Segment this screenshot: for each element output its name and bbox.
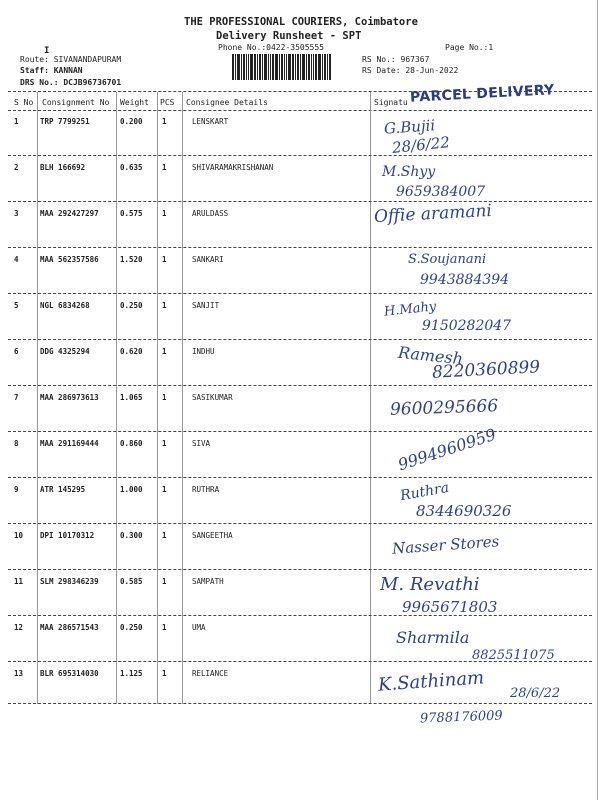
cell-sno: 5 (14, 301, 19, 310)
signature-handwriting: Sharmila (396, 628, 470, 647)
cell-weight: 0.300 (120, 531, 143, 540)
signature-handwriting: M. Revathi (380, 574, 480, 595)
page-title: THE PROFESSIONAL COURIERS, Coimbatore (184, 16, 418, 28)
cell-consignment: TRP 7799251 (40, 117, 90, 126)
cell-consignee: SAMPATH (192, 577, 224, 586)
rs-date: RS Date: 28-Jun-2022 (362, 66, 459, 75)
cell-weight: 0.575 (120, 209, 143, 218)
row-divider (8, 569, 592, 570)
col-signature: Signatu (374, 98, 408, 107)
cell-pcs: 1 (162, 623, 167, 632)
cell-consignee: INDHU (192, 347, 215, 356)
signature-handwriting: Ruthra (398, 479, 451, 505)
signature-handwriting: K.Sathinam (377, 667, 485, 696)
cell-consignee: SHIVARAMAKRISHANAN (192, 163, 274, 172)
cell-consignee: LENSKART (192, 117, 229, 126)
cell-sno: 6 (14, 347, 19, 356)
signature-phone-handwriting: 28/6/22 (510, 686, 561, 701)
cell-sno: 12 (14, 623, 24, 632)
signature-handwriting: Nasser Stores (391, 532, 500, 558)
page-edge (597, 0, 598, 800)
stray-mark: I (44, 46, 50, 56)
col-consignment: Consignment No (42, 98, 110, 107)
header-divider-top (8, 91, 592, 92)
cell-sno: 1 (14, 117, 19, 126)
page-number: Page No.:1 (445, 43, 494, 52)
row-divider (8, 201, 592, 202)
cell-consignee: SANJIT (192, 301, 220, 310)
cell-consignment: MAA 286571543 (40, 623, 99, 632)
cell-weight: 1.000 (120, 485, 143, 494)
cell-consignment: DPI 10170312 (40, 531, 95, 540)
col-sno: S No (14, 98, 34, 107)
column-separator (370, 92, 371, 704)
col-consignee: Consignee Details (186, 98, 268, 107)
row-divider (8, 661, 592, 662)
signature-phone-handwriting: 8825511075 (472, 648, 555, 663)
cell-weight: 0.250 (120, 623, 143, 632)
cell-pcs: 1 (162, 117, 167, 126)
cell-sno: 11 (14, 577, 24, 586)
cell-sno: 7 (14, 393, 19, 402)
cell-consignment: ATR 145295 (40, 485, 86, 494)
barcode (232, 54, 352, 80)
signature-phone-handwriting: 8344690326 (416, 502, 512, 520)
cell-consignment: MAA 562357586 (40, 255, 99, 264)
cell-consignment: MAA 292427297 (40, 209, 99, 218)
cell-sno: 3 (14, 209, 19, 218)
cell-consignment: MAA 291169444 (40, 439, 99, 448)
signature-phone-handwriting: 8220360899 (431, 357, 541, 383)
row-divider (8, 477, 592, 478)
cell-weight: 1.520 (120, 255, 143, 264)
signature-handwriting: Offie aramani (373, 200, 493, 228)
parcel-delivery-stamp: PARCEL DELIVERY (409, 82, 555, 106)
signature-phone-handwriting: 28/6/22 (391, 133, 451, 157)
row-divider (8, 431, 592, 432)
cell-pcs: 1 (162, 669, 167, 678)
cell-sno: 4 (14, 255, 19, 264)
col-weight: Weight (120, 98, 149, 107)
cell-consignee: ARULDASS (192, 209, 229, 218)
column-separator (37, 92, 38, 704)
table-bottom-border (8, 703, 592, 704)
cell-pcs: 1 (162, 347, 167, 356)
cell-pcs: 1 (162, 439, 167, 448)
cell-pcs: 1 (162, 531, 167, 540)
cell-consignment: MAA 286973613 (40, 393, 99, 402)
cell-weight: 0.250 (120, 301, 143, 310)
row-divider (8, 523, 592, 524)
phone-number: Phone No.:0422-3505555 (218, 43, 324, 52)
cell-consignee: SIVA (192, 439, 211, 448)
row-divider (8, 155, 592, 156)
cell-weight: 1.125 (120, 669, 143, 678)
signature-handwriting: S.Soujanani (408, 252, 487, 267)
signature-handwriting: H.Mahy (383, 299, 437, 320)
cell-pcs: 1 (162, 163, 167, 172)
row-divider (8, 339, 592, 340)
cell-consignee: RUTHRA (192, 485, 220, 494)
cell-weight: 0.635 (120, 163, 143, 172)
signature-handwriting: 9994960959 (395, 424, 499, 475)
column-separator (116, 92, 117, 704)
cell-weight: 0.620 (120, 347, 143, 356)
route-label: Route: SIVANANDAPURAM (20, 55, 122, 64)
signature-handwriting: 9600295666 (389, 396, 499, 420)
row-divider (8, 385, 592, 386)
cell-sno: 9 (14, 485, 19, 494)
signature-phone-handwriting: 9943884394 (420, 272, 510, 288)
cell-consignment: BLR 695314030 (40, 669, 99, 678)
cell-weight: 0.860 (120, 439, 143, 448)
row-divider (8, 247, 592, 248)
drs-number: DRS No.: DCJB96736701 (20, 78, 122, 87)
staff-label: Staff: KANNAN (20, 66, 83, 75)
cell-consignment: DDG 4325294 (40, 347, 90, 356)
cell-consignment: SLM 298346239 (40, 577, 99, 586)
cell-weight: 0.585 (120, 577, 143, 586)
footer-handwritten-note: 9788176009 (419, 708, 503, 727)
signature-handwriting: G.Bujii (383, 116, 436, 138)
cell-pcs: 1 (162, 209, 167, 218)
cell-consignment: NGL 6834268 (40, 301, 90, 310)
page-subtitle: Delivery Runsheet - SPT (216, 30, 362, 42)
cell-sno: 10 (14, 531, 24, 540)
cell-consignee: UMA (192, 623, 206, 632)
row-divider (8, 293, 592, 294)
rs-number: RS No.: 967367 (362, 55, 430, 64)
signature-handwriting: M.Shyy (382, 164, 436, 180)
cell-sno: 2 (14, 163, 19, 172)
signature-handwriting: Ramesh (397, 342, 464, 369)
cell-consignee: SASIKUMAR (192, 393, 233, 402)
cell-consignee: SANKARI (192, 255, 224, 264)
cell-consignment: BLH 166692 (40, 163, 86, 172)
cell-weight: 1.065 (120, 393, 143, 402)
signature-phone-handwriting: 9150282047 (422, 318, 512, 334)
cell-pcs: 1 (162, 577, 167, 586)
cell-consignee: RELIANCE (192, 669, 229, 678)
cell-sno: 13 (14, 669, 24, 678)
cell-pcs: 1 (162, 255, 167, 264)
header-divider-bottom (8, 110, 592, 111)
cell-sno: 8 (14, 439, 19, 448)
cell-consignee: SANGEETHA (192, 531, 233, 540)
cell-weight: 0.200 (120, 117, 143, 126)
row-divider (8, 615, 592, 616)
col-pcs: PCS (160, 98, 175, 107)
column-separator (182, 92, 183, 704)
cell-pcs: 1 (162, 393, 167, 402)
signature-phone-handwriting: 9659384007 (396, 184, 486, 200)
column-separator (157, 92, 158, 704)
cell-pcs: 1 (162, 301, 167, 310)
cell-pcs: 1 (162, 485, 167, 494)
signature-phone-handwriting: 9965671803 (402, 598, 498, 616)
